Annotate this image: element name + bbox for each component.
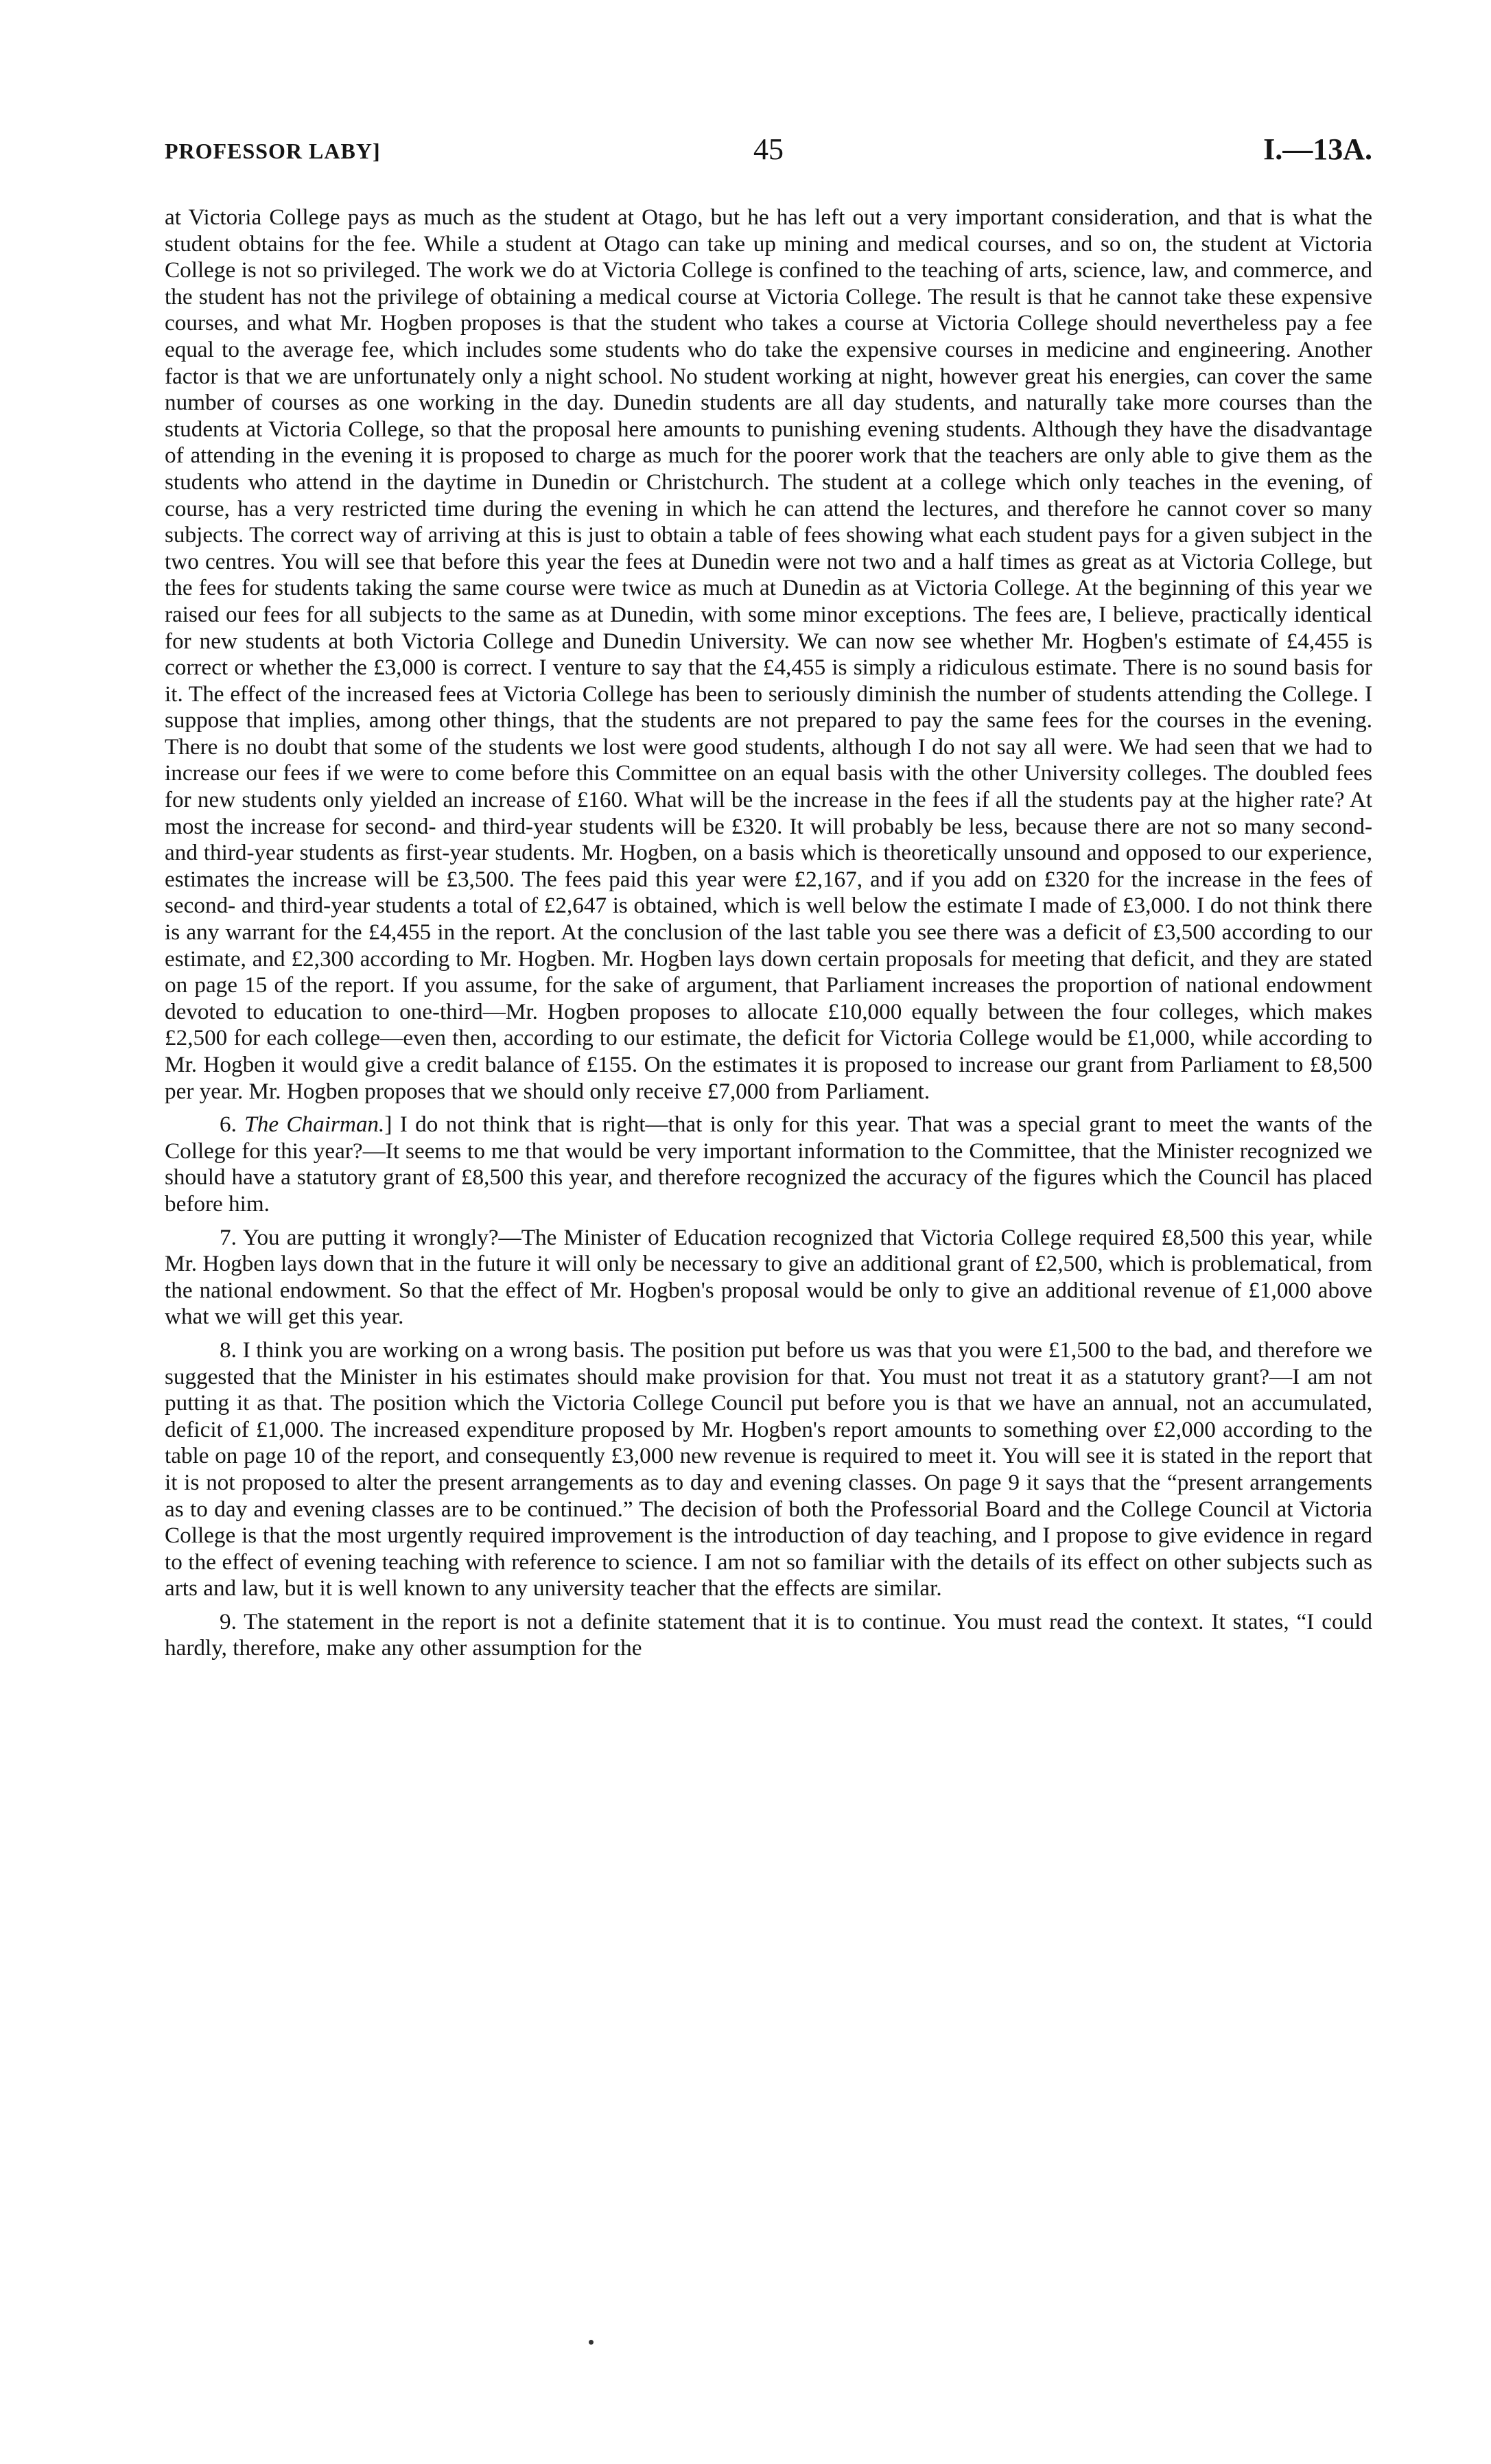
paragraph-continued — [165, 204, 1372, 1105]
paragraph-text: The statement in the report is not a definite statement that it is to continue. You must read the context. It states, “I could hardly, therefore, make any other assumption for the — [165, 1608, 1372, 1661]
document-page — [165, 124, 1372, 2443]
footer-dot — [589, 2340, 594, 2345]
paragraph-number: 7. — [220, 1224, 237, 1250]
running-head — [165, 132, 1372, 173]
paragraph-text: You are putting it wrongly?—The Minister of Education recognized that Victoria College required £8,500 this year, while Mr. Hogben lays down that in the future it will only be necessary to give an additional grant of £2,500, which is problematical, from the national endowment. So that the effect of Mr. Hogben's proposal would be only to give an additional revenue of £1,000 above what we will get this year. — [165, 1224, 1372, 1330]
paragraph-text: at Victoria College pays as much as the student at Otago, but he has left out a very important consideration, and that is what the student obtains for the fee. While a student at Otago can take up mining and medical courses, and so on, the student at Victoria College is not so privileged. The work we do at Victoria College is confined to the teaching of arts, science, law, and commerce, and the student has not the privilege of obtaining a medical course at Victoria College. The result is that he cannot take these expensive courses, and what Mr. Hogben proposes is that the student who takes a course at Victoria College should nevertheless pay a fee equal to the average fee, which includes some students who do take the expensive courses in medicine and engineering. Another factor is that we are unfortunately only a night school. No student working at night, however great his energies, can cover the same number of courses as one working in the day. Dunedin students are all day students, and naturally take more courses than the students at Victoria College, so that the proposal here amounts to punishing evening students. Although they have the disadvantage of attending in the evening it is proposed to charge as much for the poorer work that the teachers are only able to give them as the students who attend in the daytime in Dunedin or Christchurch. The student at a college which only teaches in the evening, of course, has a very restricted time during the evening in which he can attend the lectures, and therefore he cannot cover so many subjects. The correct way of arriving at this is just to obtain a table of fees showing what each student pays for a given subject in the two centres. You will see that before this year the fees at Dunedin were not two and a half times as great as at Victoria College, but the fees for students taking the same course were twice as much at Dunedin as at Victoria College. At the beginning of this year we raised our fees for all subjects to the same as at Dunedin, with some minor exceptions. The fees are, I believe, practically identical for new students at both Victoria College and Dunedin University. We can now see whether Mr. Hogben's estimate of £4,455 is correct or whether the £3,000 is correct. I venture to say that the £4,455 is simply a ridiculous estimate. There is no sound basis for it. The effect of the increased fees at Victoria College has been to seriously diminish the number of students attending the College. I suppose that implies, among other things, that the students are not prepared to pay the same fees for the courses in the evening. There is no doubt that some of the students we lost were good students, although I do not say all were. We had seen that we had to increase our fees if we were to come before this Committee on an equal basis with the other University colleges. The doubled fees for new students only yielded an increase of £160. What will be the increase in the fees if all the students pay at the higher rate? At most the increase for second- and third-year students will be £320. It will probably be less, because there are not so many second- and third-year students as first-year students. Mr. Hogben, on a basis which is theoretically unsound and opposed to our experience, estimates the increase will be £3,500. The fees paid this year were £2,167, and if you add on £320 for the increase in the fees of second- and third-year students a total of £2,647 is obtained, which is well below the estimate I made of £3,000. I do not think there is any warrant for the £4,455 in the report. At the conclusion of the last table you see there was a deficit of £3,500 according to our estimate, and £2,300 according to Mr. Hogben. Mr. Hogben lays down certain proposals for meeting that deficit, and they are stated on page 15 of the report. If you assume, for the sake of argument, that Parliament increases the proportion of national endowment devoted to education to one-third—Mr. Hogben proposes to allocate £10,000 equally between the four colleges, which makes £2,500 for each college—even then, according to our estimate, the deficit for Victoria College would be £1,000, while according to Mr. Hogben it would give a credit balance of £155. On the estimates it is proposed to increase our grant from Parliament to £8,500 per year. Mr. Hogben proposes that we should only receive £7,000 from Parliament. — [165, 204, 1372, 1104]
document-reference: I.—13A. — [1263, 132, 1372, 166]
paragraph-8 — [165, 1337, 1372, 1602]
paragraph-text: I think you are working on a wrong basis. The position put before us was that you were £1,500 to the bad, and therefore we suggested that the Minister in his estimates should make provision for that. You must not treat it as a statutory grant?—I am not putting it as that. The position which the Victoria College Council put before you is that we have an annual, not an accumulated, deficit of £1,000. The increased expenditure proposed by Mr. Hogben's report amounts to something over £2,000 according to the table on page 10 of the report, and consequently £3,000 new revenue is required to meet it. You will see it is stated in the report that it is not proposed to alter the present arrangements as to day and evening classes. On page 9 it says that the “present arrangements as to day and evening classes are to be continued.” The decision of both the Professorial Board and the College Council at Victoria College is that the most urgently required improvement is the introduction of day teaching, and I propose to give evidence in regard to the effect of evening teaching with reference to science. I am not so familiar with the details of its effect on other subjects such as arts and law, but it is well known to any university teacher that the effects are similar. — [165, 1337, 1372, 1601]
body-text — [165, 204, 1372, 1669]
paragraph-9 — [165, 1609, 1372, 1662]
paragraph-number: 9. — [220, 1608, 237, 1634]
paragraph-7 — [165, 1225, 1372, 1330]
paragraph-number: 6. — [220, 1112, 237, 1138]
paragraph-number: 8. — [220, 1337, 237, 1363]
speaker-name: The Chairman. — [244, 1112, 385, 1138]
page-number: 45 — [753, 132, 784, 166]
paragraph-text: ] I do not think that is right—that is only for this year. That was a special grant to meet the wants of the College for this year?—It seems to me that would be very important information to the Committee, that the Minister recognized we should have a statutory grant of £8,500 this year, and therefore recognized the accuracy of the figures which the Council has placed before him. — [165, 1112, 1372, 1217]
running-head-author: PROFESSOR LABY] — [165, 139, 381, 163]
paragraph-6 — [165, 1112, 1372, 1217]
